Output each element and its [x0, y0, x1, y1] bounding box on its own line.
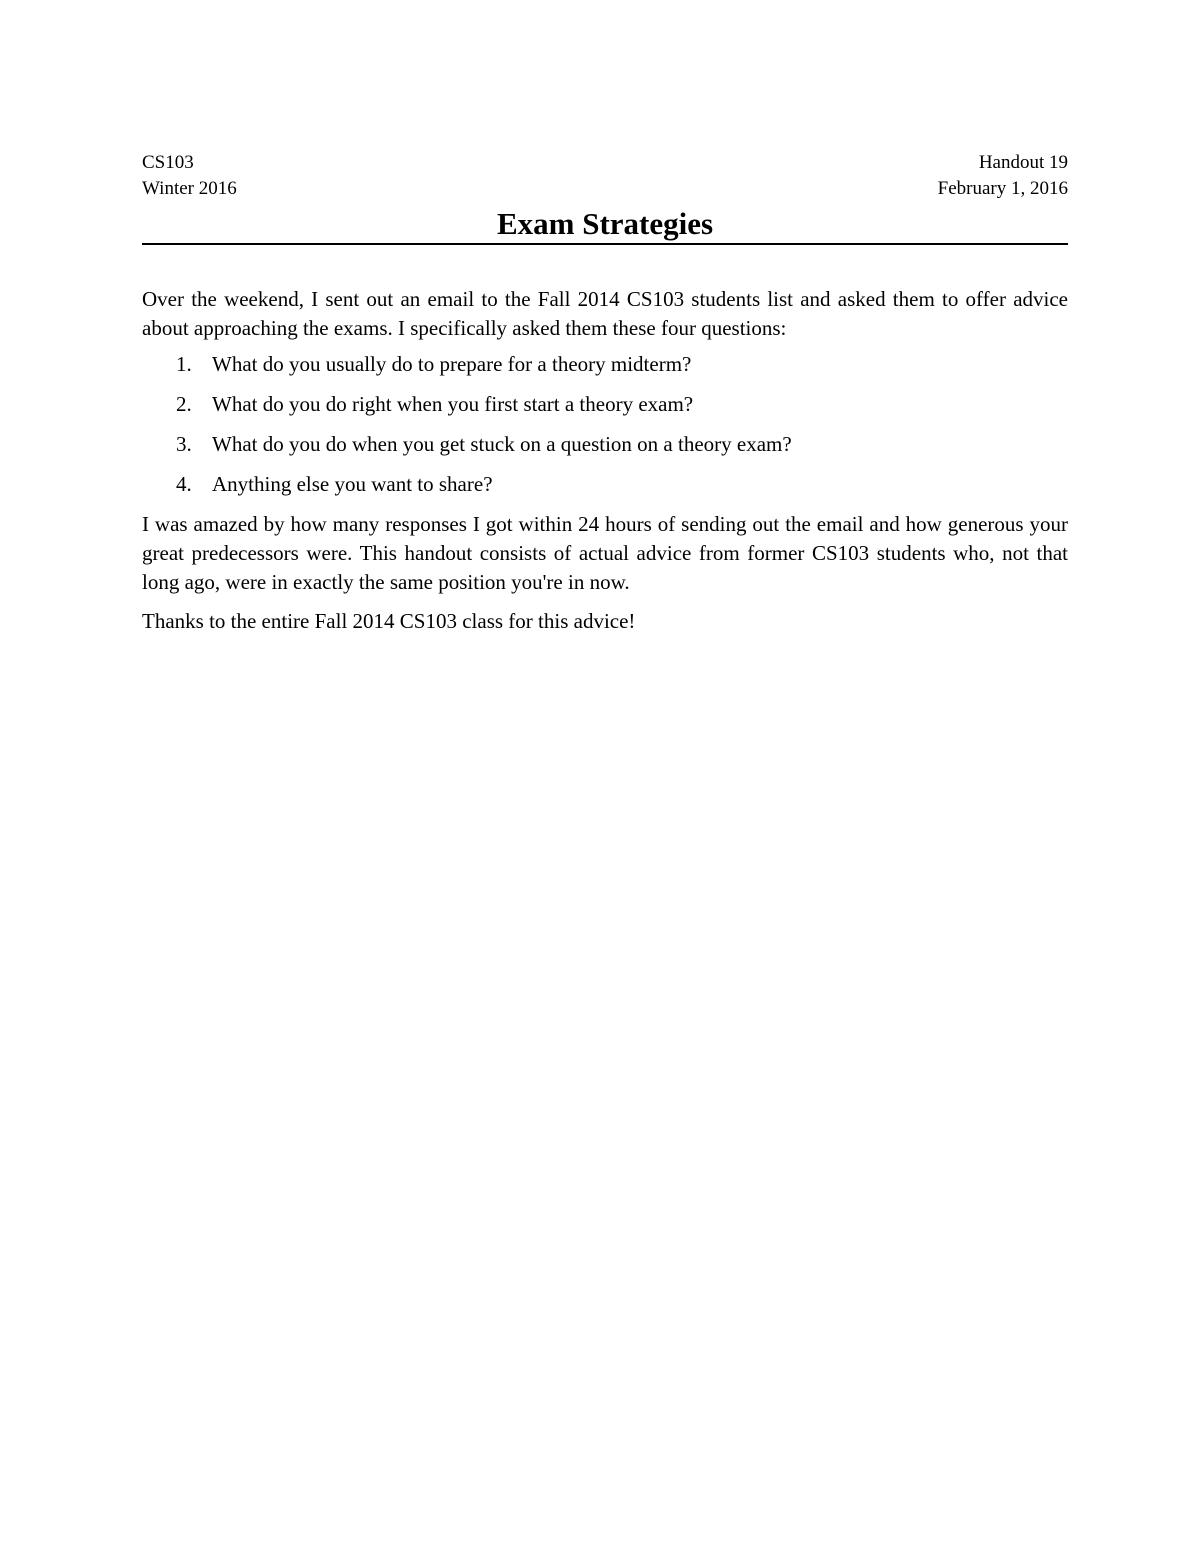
list-item-text: What do you do when you get stuck on a question on a theory exam? — [212, 432, 792, 456]
document-body — [142, 285, 1068, 636]
list-item-text: What do you do right when you first start a theory exam? — [212, 392, 694, 416]
handout-number: Handout 19 — [978, 152, 1068, 173]
list-item-number: 3. — [176, 432, 192, 456]
list-item — [176, 390, 1068, 419]
header-row-bottom — [142, 176, 1068, 202]
term-label: Winter 2016 — [142, 178, 237, 199]
list-item-number: 2. — [176, 392, 192, 416]
list-item — [176, 350, 1068, 379]
handout-page — [142, 150, 1068, 636]
intro-paragraph: Over the weekend, I sent out an email to the Fall 2014 CS103 students list and asked them to offer advice about approaching the exams. I specifically asked them these four questions: — [142, 287, 1068, 340]
list-item — [176, 470, 1068, 499]
course-label: CS103 — [142, 152, 194, 173]
thanks-paragraph: Thanks to the entire Fall 2014 CS103 class for this advice! — [142, 609, 636, 633]
handout-date: February 1, 2016 — [937, 178, 1068, 199]
list-item-number: 4. — [176, 472, 192, 496]
list-item — [176, 430, 1068, 459]
page-title: Exam Strategies — [142, 206, 1068, 245]
list-item-number: 1. — [176, 352, 192, 376]
header-row-top — [142, 150, 1068, 176]
question-list — [142, 350, 1068, 499]
list-item-text: What do you usually do to prepare for a theory midterm? — [212, 352, 692, 376]
responses-paragraph: I was amazed by how many responses I got within 24 hours of sending out the email and how generous your great predecessors were. This handout consists of actual advice from former CS103 students who, not that long ago, were in exactly the same position you're in now. — [142, 512, 1068, 594]
list-item-text: Anything else you want to share? — [212, 472, 493, 496]
